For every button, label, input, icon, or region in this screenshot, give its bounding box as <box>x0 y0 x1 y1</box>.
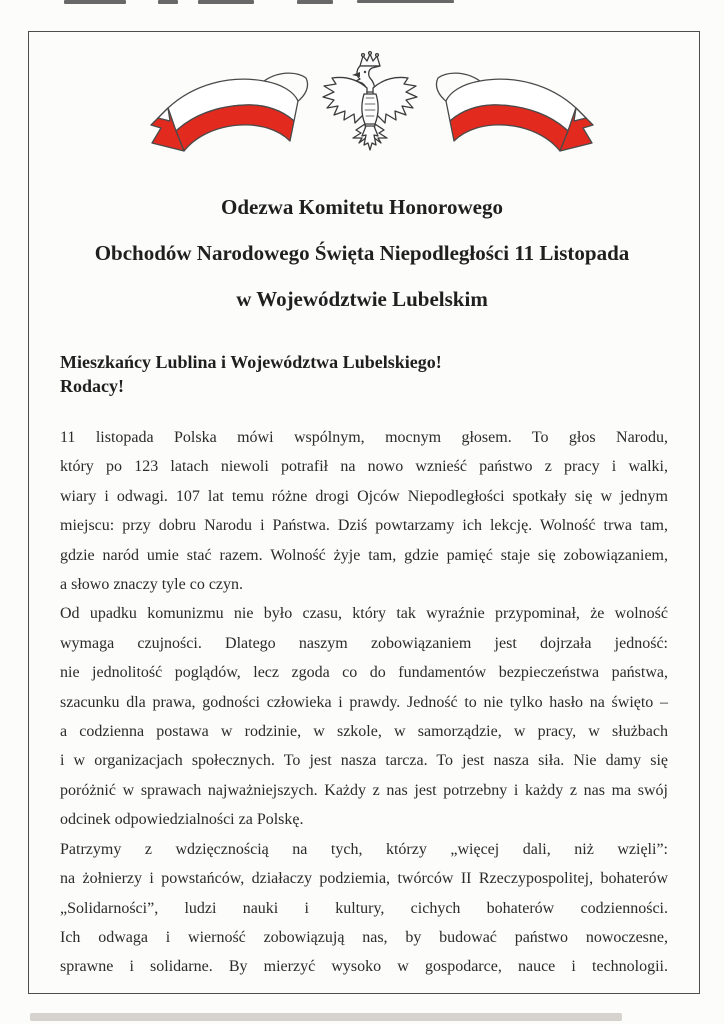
scan-artifact <box>357 0 454 3</box>
title-line: Obchodów Narodowego Święta Niepodległości 11 Listopada <box>94 241 630 265</box>
text-line: „Solidarności”, ludzi nauki i kultury, cichych bohaterów codzienności. <box>60 899 668 917</box>
text-line: a codzienna postawa w rodzinie, w szkole, w samorządzie, w pracy, w służbach <box>60 723 668 741</box>
scan-artifact <box>158 0 178 4</box>
text-line: Patrzymy z wdzięcznością na tych, którzy „więcej dali, niż wzięli”: <box>60 840 668 858</box>
text-line: Ich odwaga i wierność zobowiązują nas, by budować państwo nowoczesne, <box>60 928 668 946</box>
text-line: szacunku dla prawa, godności człowieka i prawdy. Jedność to nie tylko hasło na święto – <box>60 693 668 711</box>
text-line: poróżnić w sprawach najważniejszych. Każdy z nas jest potrzebny i każdy z nas ma swój <box>60 781 668 799</box>
text-line: który po 123 latach niewoli potrafił na nowo wznieść państwo z pracy i walki, <box>60 458 668 476</box>
salutation-line: Mieszkańcy Lublina i Województwa Lubelskiego! <box>60 352 442 372</box>
document-title <box>40 184 684 322</box>
scan-artifact-bottom <box>30 1013 622 1021</box>
flag-ribbon-right-icon <box>430 68 598 168</box>
text-line: nie jednolitość poglądów, lecz zgoda co do fundamentów bezpieczeństwa państwa, <box>60 664 668 682</box>
flag-ribbon-left-icon <box>146 68 314 168</box>
body-text <box>60 423 668 982</box>
text-line: a słowo znaczy tyle co czyn. <box>60 576 244 594</box>
scan-artifact <box>297 0 333 4</box>
text-line: wymaga czujności. Dlatego naszym zobowiązaniem jest dojrzała jedność: <box>60 634 668 652</box>
text-line: 11 listopada Polska mówi wspólnym, mocnym głosem. To głos Narodu, <box>60 429 668 446</box>
salutation <box>60 350 668 398</box>
text-line: odcinek odpowiedzialności za Polskę. <box>60 811 304 829</box>
text-line: i w organizacjach społecznych. To jest nasza tarcza. To jest nasza siła. Nie damy się <box>60 752 668 770</box>
text-line: wiary i odwagi. 107 lat temu różne drogi Ojców Niepodległości spotkały się w jednym <box>60 487 668 505</box>
title-line: Odezwa Komitetu Honorowego <box>221 195 503 219</box>
scan-artifact <box>198 0 254 4</box>
text-line: na żołnierzy i powstańców, działaczy podziemia, twórców II Rzeczypospolitej, bohaterów <box>60 870 668 888</box>
text-line: miejscu: przy dobru Narodu i Państwa. Dziś powtarzamy ich lekcję. Wolność trwa tam, <box>60 517 668 535</box>
text-line: sprawne i solidarne. By mierzyć wysoko w gospodarce, nauce i technologii. <box>60 958 668 976</box>
scan-artifact <box>64 0 126 4</box>
polish-eagle-icon <box>320 50 420 165</box>
text-line: gdzie naród umie stać razem. Wolność żyje tam, gdzie pamięć staje się zobowiązaniem, <box>60 546 668 564</box>
title-line: w Województwie Lubelskim <box>236 287 488 311</box>
text-line: Od upadku komunizmu nie było czasu, który tak wyraźnie przypominał, że wolność <box>60 605 668 623</box>
salutation-line: Rodacy! <box>60 376 124 396</box>
